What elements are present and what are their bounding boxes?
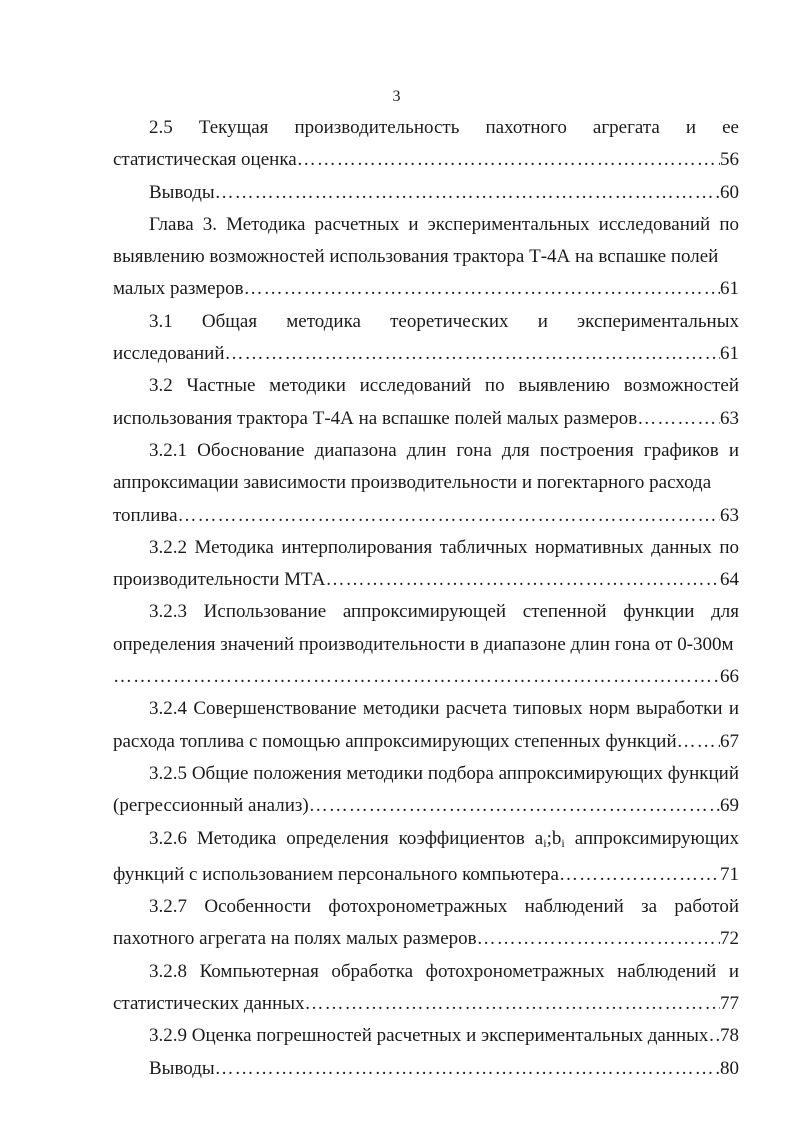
toc-entry-tail: использования трактора Т-4А на вспашке полей малых размеров [113, 407, 638, 429]
toc-entry-text: аппроксимирующих [564, 827, 740, 849]
toc-entry-word: 2.5 [149, 117, 173, 138]
toc-page-ref: 80 [720, 1057, 739, 1079]
toc-entry-word: экспериментальных [577, 310, 739, 332]
toc-entry-heading: 3.2 Частные методики исследований по выявлению возможностей [149, 375, 739, 397]
toc-entry-3-2-7[interactable] [113, 891, 739, 956]
toc-entry-heading: 3.2.1 Обоснование диапазона длин гона для построения графиков и аппроксимации зависимости производительности и погектарного расхода [113, 439, 739, 494]
subscript: i [561, 835, 565, 850]
toc-entry-word: 3.1 [149, 310, 173, 332]
page-number: 3 [392, 88, 401, 105]
toc-entry-word: Текущая [198, 117, 269, 138]
toc-entry-heading: 3.2.4 Совершенствование методики расчета типовых норм выработки и [149, 698, 739, 720]
toc-leader-line [113, 1020, 739, 1052]
toc-entry-tail: топлива [113, 504, 178, 526]
toc-entry-word: и [537, 310, 548, 332]
toc-entry-heading: 3.2.8 Компьютерная обработка фотохронометражных наблюдений и [149, 960, 739, 982]
dot-leader [305, 988, 720, 1020]
toc-leader-line [113, 177, 739, 209]
toc-entry-3-2-2[interactable] [113, 532, 739, 597]
dot-leader [708, 1020, 720, 1052]
dot-leader [113, 661, 720, 693]
toc-entry-word: методика [286, 310, 361, 332]
toc-entry-3-2-1[interactable] [113, 435, 739, 532]
toc-page-ref: 71 [720, 863, 739, 885]
toc-leader-line [113, 726, 739, 758]
toc-entry-conclusions-1[interactable] [113, 177, 739, 209]
toc-entry-conclusions-2[interactable] [113, 1053, 739, 1085]
toc-entry-tail: функций с использованием персонального компьютера [113, 863, 559, 885]
toc-entry-tail: малых размеров [113, 278, 244, 300]
dot-leader [677, 726, 720, 758]
toc-entry-3-2-4[interactable] [113, 693, 739, 758]
toc-entry-2-5-heading [113, 112, 739, 144]
toc-leader-line [113, 790, 739, 822]
toc-entry-2-5[interactable] [113, 112, 739, 177]
toc-entry-word: ее [722, 117, 739, 138]
dot-leader [309, 790, 720, 822]
toc-entry-tail: 3.2.9 Оценка погрешностей расчетных и экспериментальных данных [149, 1025, 709, 1047]
toc-entry-word: и [685, 117, 697, 138]
dot-leader [637, 403, 720, 435]
toc-leader-line [113, 988, 739, 1020]
toc-page-ref: 61 [720, 343, 739, 365]
toc-page-ref: 67 [720, 730, 739, 752]
toc-leader-line [113, 923, 739, 955]
toc-leader-line [113, 1053, 739, 1085]
toc-page-ref: 66 [720, 666, 739, 688]
toc-entry-tail: производительности МТА [113, 569, 326, 591]
toc-entry-tail: пахотного агрегата на полях малых размеров [113, 928, 477, 950]
toc-page-ref: 72 [720, 928, 739, 950]
dot-leader [297, 144, 720, 176]
toc-leader-line [113, 273, 739, 305]
toc-entry-word: Общая [201, 310, 258, 332]
toc-leader-line [113, 500, 739, 532]
subscript: i [543, 835, 547, 850]
dot-leader [215, 177, 720, 209]
toc-entry-text: ;b [546, 827, 562, 849]
dot-leader [215, 1053, 720, 1085]
toc-page-ref: 69 [720, 795, 739, 817]
toc-page-ref: 78 [720, 1025, 739, 1047]
toc-entry-3-2-8[interactable] [113, 956, 739, 1021]
toc-entry-3-1[interactable] [113, 306, 739, 371]
dot-leader [244, 273, 720, 305]
toc-entry-word: производительность [294, 117, 460, 138]
toc-entry-heading: 3.2.2 Методика интерполирования табличных нормативных данных по [149, 536, 739, 558]
table-of-contents [113, 112, 739, 1085]
toc-page-ref: 63 [720, 407, 739, 429]
toc-entry-tail: (регрессионный анализ) [113, 795, 309, 817]
toc-entry-tail: исследований [113, 343, 225, 365]
toc-leader-line [113, 338, 739, 370]
dot-leader [325, 564, 720, 596]
toc-page-ref: 60 [720, 181, 739, 203]
toc-page-ref: 63 [720, 504, 739, 526]
toc-entry-3-2-9[interactable] [113, 1020, 739, 1052]
dot-leader [477, 923, 720, 955]
toc-entry-3-2-5[interactable] [113, 758, 739, 823]
toc-entry-heading: 3.2.3 Использование аппроксимирующей степенной функции для [149, 601, 739, 623]
toc-entry-tail: статистическая оценка [113, 149, 297, 171]
dot-leader [225, 338, 720, 370]
toc-entry-heading: 3.2.7 Особенности фотохронометражных наблюдений за работой [149, 896, 739, 918]
toc-entry-3-1-heading [113, 306, 739, 338]
toc-entry-text: 3.2.6 Методика определения коэффициентов a [149, 827, 544, 849]
toc-entry-heading [113, 823, 739, 859]
toc-entry-line: определения значений производительности в диапазоне длин гона от 0-300м [113, 633, 734, 655]
toc-entry-3-2[interactable] [113, 370, 739, 435]
dot-leader [559, 859, 720, 891]
toc-entry-word: пахотного [485, 117, 567, 138]
toc-entry-heading: 3.2.5 Общие положения методики подбора аппроксимирующих функций [149, 762, 739, 784]
toc-entry-chapter-3[interactable] [113, 209, 739, 306]
toc-leader-line [113, 564, 739, 596]
toc-entry-tail: статистических данных [113, 993, 305, 1015]
toc-leader-line [113, 661, 739, 693]
toc-page-ref: 56 [720, 149, 739, 171]
toc-entry-tail: расхода топлива с помощью аппроксимирующих степенных функций [113, 730, 677, 752]
toc-entry-3-2-3[interactable] [113, 596, 739, 693]
toc-entry-word: теоретических [390, 310, 509, 332]
toc-entry-word: агрегата [592, 117, 660, 138]
toc-entry-3-2-6[interactable] [113, 823, 739, 892]
toc-entry-tail: Выводы [149, 1057, 215, 1079]
toc-leader-line [113, 144, 739, 176]
toc-page-ref: 61 [720, 278, 739, 300]
toc-page-ref: 77 [720, 993, 739, 1015]
toc-entry-heading: Глава 3. Методика расчетных и экспериментальных исследований по выявлению возможностей использования трактора Т-4А на вспашке полей [113, 213, 739, 268]
toc-entry-tail: Выводы [149, 181, 215, 203]
toc-leader-line [113, 859, 739, 891]
toc-page-ref: 64 [720, 569, 739, 591]
toc-leader-line [113, 403, 739, 435]
dot-leader [178, 500, 720, 532]
